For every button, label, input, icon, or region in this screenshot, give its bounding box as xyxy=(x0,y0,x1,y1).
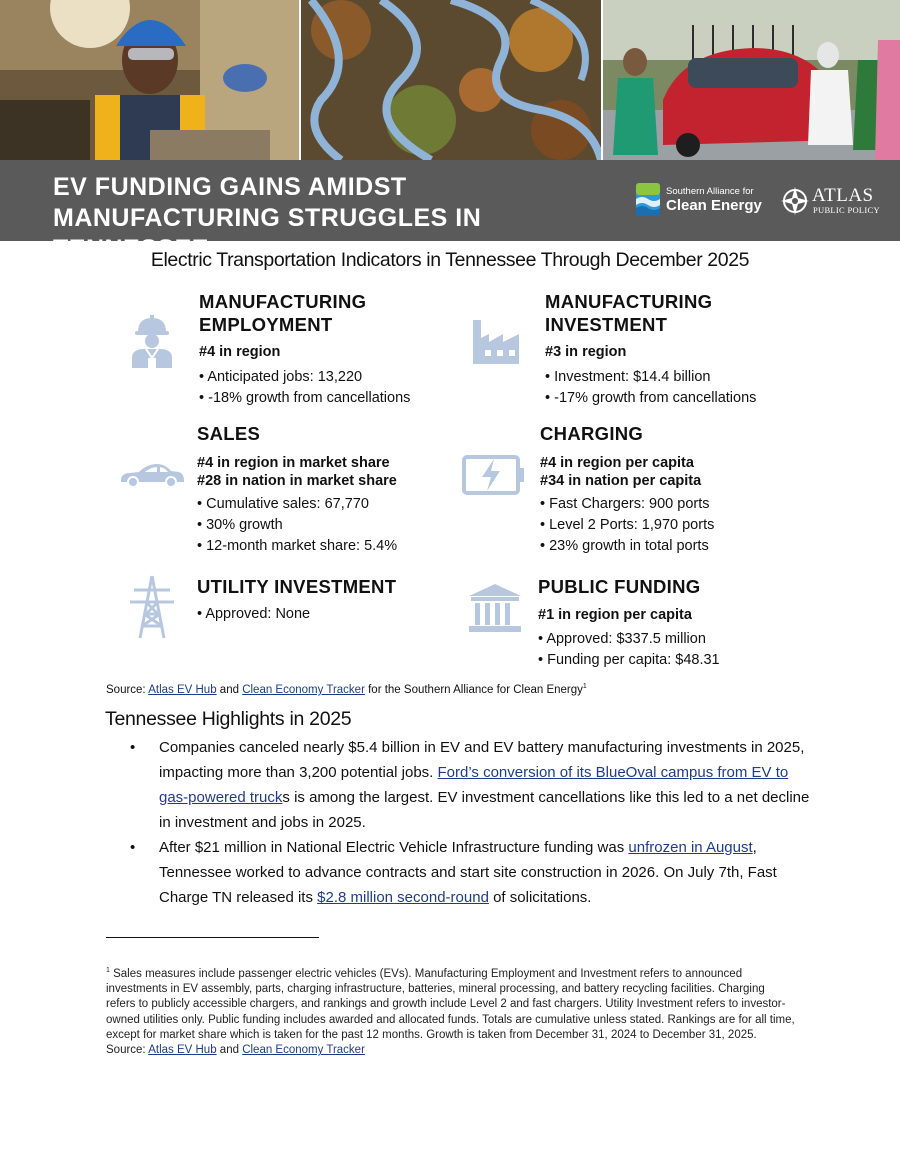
sales-title: SALES xyxy=(197,423,261,444)
second-round-link[interactable]: $2.8 million second-round xyxy=(317,889,489,906)
photo-aerial-road xyxy=(299,0,600,160)
mfg-investment-bullet: • -17% growth from cancellations xyxy=(545,388,825,409)
compass-icon xyxy=(781,187,809,215)
factory-icon xyxy=(471,318,521,366)
public-funding-bullet: • Approved: $337.5 million xyxy=(538,629,798,650)
utility-bullet: • Approved: None xyxy=(197,604,457,625)
sace-logo xyxy=(636,182,771,218)
charging-bullet: • Level 2 Ports: 1,970 ports xyxy=(540,515,800,536)
sace-logo-line2: Clean Energy xyxy=(666,197,762,214)
highlight-item xyxy=(130,735,810,835)
car-icon xyxy=(119,462,185,488)
utility-block xyxy=(197,575,457,625)
sales-bullet: • 30% growth xyxy=(197,515,457,536)
footnote-text: Sales measures include passenger electric vehicles (EVs). Manufacturing Employment and Investment refers to announced investments in EV assembly, parts, charging infrastructure, batteries, mineral processing, and battery recycling facilities. Charging refers to publicly accessible chargers, and rankings and growth include Level 2 and fast chargers. Utility Investment refers to investor-owned utilities only. Public funding includes awarded and allocated funds. Totals are cumulative unless stated. Rankings are for all time, except for market share which is taken for the past 12 months. Growth is taken from December 31, 2024 to December 31, 2025. Source: xyxy=(106,967,795,1057)
highlight-text: of solicitations. xyxy=(488,889,592,906)
footnote-clean-economy-tracker-link[interactable]: Clean Economy Tracker xyxy=(242,1044,365,1057)
mfg-employment-rank: #4 in region xyxy=(199,344,281,360)
footnote xyxy=(106,963,796,1059)
source-prefix: Source: xyxy=(106,683,149,696)
atlas-ev-hub-link[interactable]: Atlas EV Hub xyxy=(148,683,217,696)
battery-charging-icon xyxy=(462,453,526,497)
sales-bullet: • Cumulative sales: 67,770 xyxy=(197,494,457,515)
mfg-employment-block xyxy=(199,290,459,409)
sales-block xyxy=(197,422,457,557)
sace-logo-icon xyxy=(636,183,660,216)
charging-rank-region: #4 in region per capita xyxy=(540,455,694,471)
highlights-title: Tennessee Highlights in 2025 xyxy=(105,708,352,730)
source-and: and xyxy=(216,683,243,696)
charging-bullet: • 23% growth in total ports xyxy=(540,536,800,557)
charging-block xyxy=(540,422,800,557)
highlight-text: , Tennessee worked to advance contracts and start site construction in 2026. On July 7th, Fast Charge TN released its xyxy=(159,839,777,906)
public-funding-block xyxy=(538,575,798,671)
photo-people-car xyxy=(601,0,900,160)
mfg-employment-bullet: • Anticipated jobs: 13,220 xyxy=(199,367,459,388)
unfrozen-august-link[interactable]: unfrozen in August xyxy=(628,839,753,856)
atlas-logo-sub: PUBLIC POLICY xyxy=(813,205,880,215)
charging-title: CHARGING xyxy=(540,423,644,444)
mfg-investment-rank: #3 in region xyxy=(545,344,627,360)
sace-logo-line1: Southern Alliance for xyxy=(666,186,754,197)
worker-icon xyxy=(126,312,178,368)
atlas-logo-word: ATLAS xyxy=(812,185,874,206)
mfg-investment-bullet: • Investment: $14.4 billion xyxy=(545,367,825,388)
public-funding-title: PUBLIC FUNDING xyxy=(538,576,701,597)
sales-rank-region: #4 in region in market share xyxy=(197,455,390,471)
utility-title: UTILITY INVESTMENT xyxy=(197,576,397,597)
source-line xyxy=(106,679,587,698)
highlight-text: s is among the largest. EV investment cancellations like this led to a net decline in investment and jobs in 2025. xyxy=(159,789,810,831)
clean-economy-tracker-link[interactable]: Clean Economy Tracker xyxy=(242,683,365,696)
power-tower-icon xyxy=(128,574,176,640)
atlas-logo xyxy=(781,185,891,217)
charging-rank-nation: #34 in nation per capita xyxy=(540,473,702,489)
highlight-item xyxy=(130,835,810,910)
photo-banner xyxy=(0,0,900,160)
report-title: EV FUNDING GAINS AMIDST MANUFACTURING STRUGGLES IN TENNESSEE xyxy=(53,173,482,263)
footnote-number: 1 xyxy=(106,967,110,974)
public-funding-bullet: • Funding per capita: $48.31 xyxy=(538,650,798,671)
highlights-list xyxy=(130,735,810,910)
footnote-ref: 1 xyxy=(582,683,587,690)
indicators-subtitle: Electric Transportation Indicators in Tennessee Through December 2025 xyxy=(150,249,750,271)
government-building-icon xyxy=(467,582,523,634)
source-suffix: for the Southern Alliance for Clean Energy xyxy=(364,683,583,696)
mfg-investment-block xyxy=(545,290,825,409)
public-funding-rank: #1 in region per capita xyxy=(538,607,692,623)
mfg-investment-title: MANUFACTURING INVESTMENT xyxy=(545,291,713,335)
mfg-employment-title: MANUFACTURING EMPLOYMENT xyxy=(199,291,367,335)
footnote-divider xyxy=(106,937,319,938)
ford-blueoval-link[interactable]: Ford’s conversion of its BlueOval campus from EV to gas-powered truck xyxy=(159,764,789,806)
sales-bullet: • 12-month market share: 5.4% xyxy=(197,536,457,557)
photo-worker xyxy=(0,0,299,160)
highlight-text: After $21 million in National Electric Vehicle Infrastructure funding was xyxy=(159,839,629,856)
footnote-atlas-ev-hub-link[interactable]: Atlas EV Hub xyxy=(148,1044,217,1057)
sales-rank-nation: #28 in nation in market share xyxy=(197,473,397,489)
highlight-text: Companies canceled nearly $5.4 billion in EV and EV battery manufacturing investments in 2025, impacting more than 3,200 potential jobs. xyxy=(159,739,805,781)
charging-bullet: • Fast Chargers: 900 ports xyxy=(540,494,800,515)
footnote-and: and xyxy=(216,1044,243,1057)
mfg-employment-bullet: • -18% growth from cancellations xyxy=(199,388,459,409)
